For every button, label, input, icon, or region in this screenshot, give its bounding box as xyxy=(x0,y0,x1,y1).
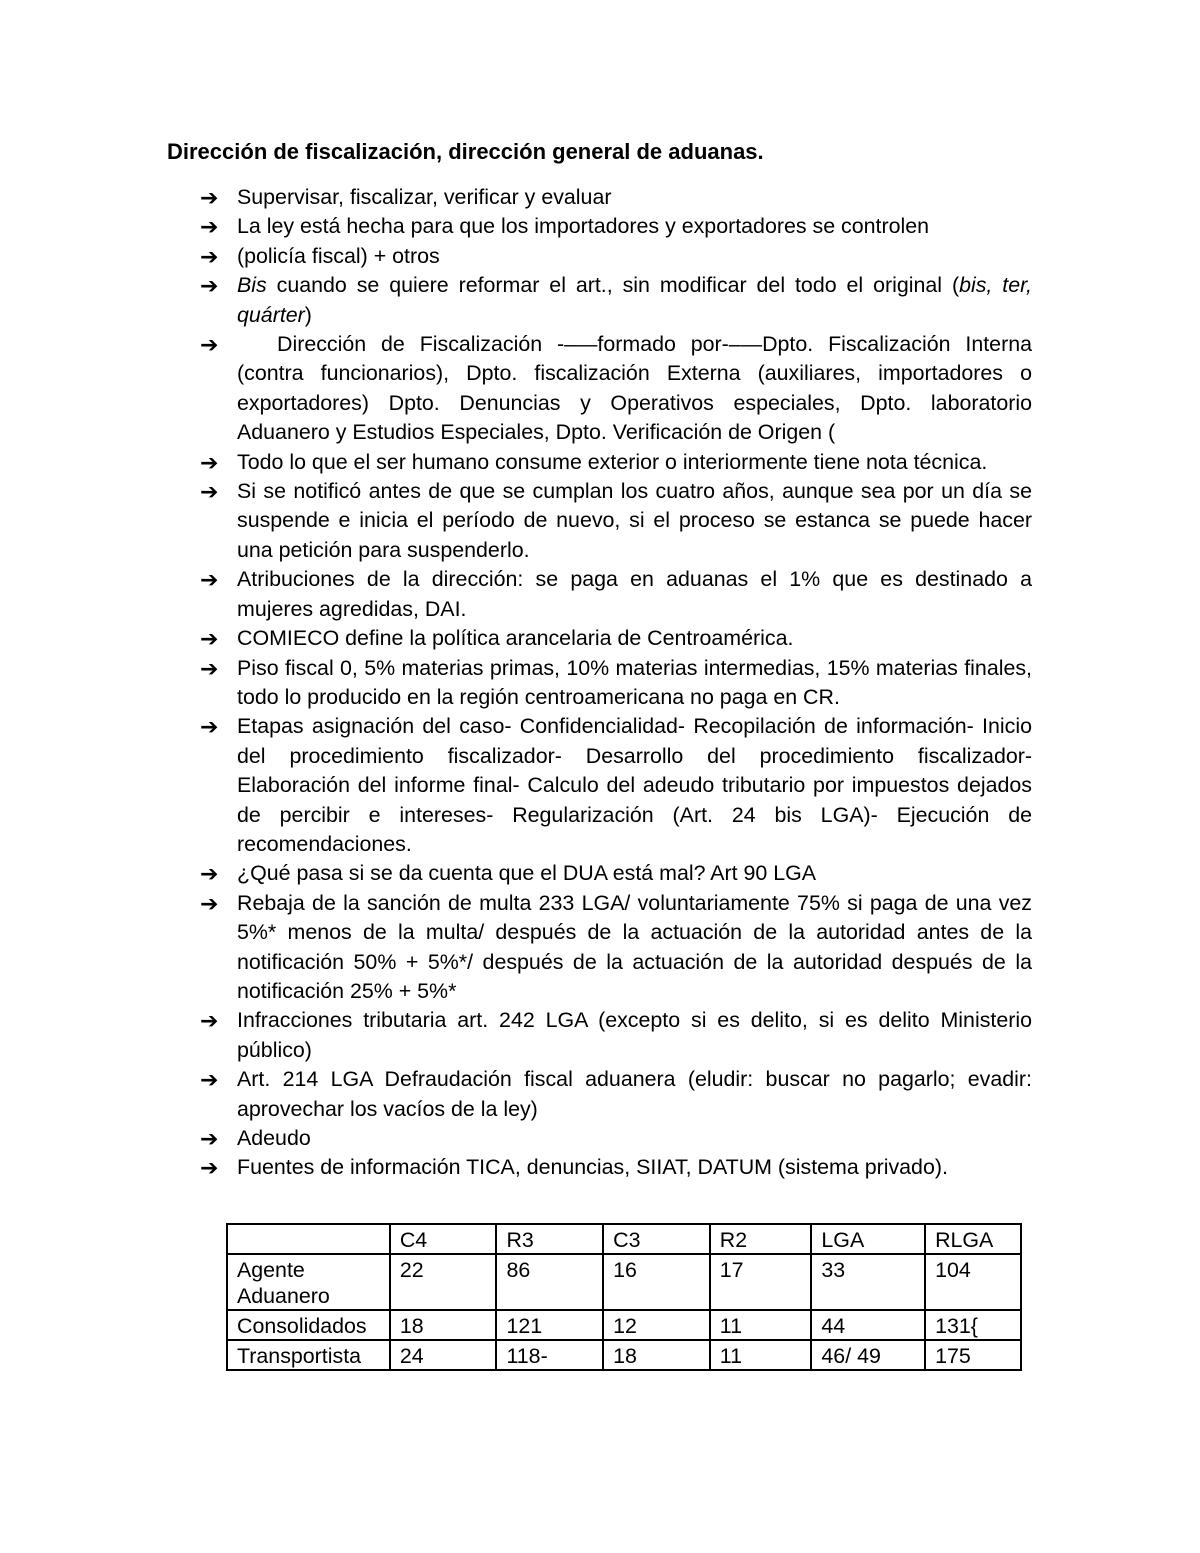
table-cell: 12 xyxy=(603,1310,710,1340)
list-item: ➔ Infracciones tributaria art. 242 LGA (excepto si es delito, si es delito Ministerio público) xyxy=(200,1008,1032,1062)
bullet-list xyxy=(200,183,1032,1183)
list-item: ➔ Adeudo xyxy=(200,1124,1032,1153)
arrow-icon: ➔ xyxy=(200,1067,219,1093)
table-cell: 18 xyxy=(603,1340,710,1370)
arrow-icon: ➔ xyxy=(200,332,219,358)
list-item: ➔ Art. 214 LGA Defraudación fiscal aduanera (eludir: buscar no pagarlo; evadir: aprovechar los vacíos de la ley) xyxy=(200,1067,1032,1121)
table-cell: 18 xyxy=(390,1310,497,1340)
table-cell: 33 xyxy=(811,1254,925,1310)
data-table xyxy=(226,1223,1022,1371)
document-title: Dirección de fiscalización, dirección general de aduanas. xyxy=(167,139,764,164)
table-cell: 16 xyxy=(603,1254,710,1310)
table-cell: 118- xyxy=(496,1340,603,1370)
table-row xyxy=(227,1340,1021,1370)
table-cell: 17 xyxy=(710,1254,812,1310)
list-item: ➔ Piso fiscal 0, 5% materias primas, 10% materias intermedias, 15% materias finales, todo lo producido en la región centroamericana no paga en CR. xyxy=(200,655,1032,709)
table-header-cell: R2 xyxy=(710,1224,812,1254)
list-item: ➔ Rebaja de la sanción de multa 233 LGA/ voluntariamente 75% si paga de una vez 5%* menos de la multa/ después de la actuación de la autoridad antes de la notificación 50% + 5%*/ después de la actuación de la autoridad después de la notificación 25% + 5%* xyxy=(200,890,1032,1003)
list-item: ➔ Atribuciones de la dirección: se paga en aduanas el 1% que es destinado a mujeres agredidas, DAI. xyxy=(200,567,1032,621)
arrow-icon: ➔ xyxy=(200,273,219,299)
table-cell: 46/ 49 xyxy=(811,1340,925,1370)
table-cell: 86 xyxy=(496,1254,603,1310)
arrow-icon: ➔ xyxy=(200,1008,219,1034)
table-cell: 11 xyxy=(710,1310,812,1340)
table-header-cell: C4 xyxy=(390,1224,497,1254)
table-cell: 131{ xyxy=(925,1310,1021,1340)
arrow-icon: ➔ xyxy=(200,185,219,210)
list-item: ➔ Supervisar, fiscalizar, verificar y evaluar xyxy=(200,183,1032,212)
table-cell: 44 xyxy=(811,1310,925,1340)
list-item: ➔ ¿Qué pasa si se da cuenta que el DUA está mal? Art 90 LGA xyxy=(200,859,1032,888)
arrow-icon: ➔ xyxy=(200,243,219,269)
list-item: ➔ (policía fiscal) + otros xyxy=(200,242,1032,271)
arrow-icon: ➔ xyxy=(200,626,219,652)
arrow-icon: ➔ xyxy=(200,655,219,681)
list-item: ➔ Bis cuando se quiere reformar el art., sin modificar del todo el original (bis, ter, quárter) xyxy=(200,273,1032,327)
list-item: ➔ Dirección de Fiscalización -–—formado por-–—Dpto. Fiscalización Interna (contra funcionarios), Dpto. fiscalización Externa (auxiliares, importadores o exportadores) Dpto. Denuncias y Operativos especiales, Dpto. laboratorio Aduanero y Estudios Especiales, Dpto. Verificación de Origen ( xyxy=(200,332,1032,445)
list-item: ➔ COMIECO define la política arancelaria de Centroamérica. xyxy=(200,624,1032,653)
list-item: ➔ Todo lo que el ser humano consume exterior o interiormente tiene nota técnica. xyxy=(200,448,1032,477)
arrow-icon: ➔ xyxy=(200,567,219,593)
arrow-icon: ➔ xyxy=(200,1155,219,1181)
arrow-icon: ➔ xyxy=(200,479,219,505)
table-header-row xyxy=(227,1224,1021,1254)
table-row xyxy=(227,1254,1021,1310)
arrow-icon: ➔ xyxy=(200,861,219,887)
arrow-icon: ➔ xyxy=(200,890,219,916)
list-item: ➔ Etapas asignación del caso- Confidencialidad- Recopilación de información- Inicio del procedimiento fiscalizador- Desarrollo del procedimiento fiscalizador- Elaboración del informe final- Calculo del adeudo tributario por impuestos dejados de percibir e intereses- Regularización (Art. 24 bis LGA)- Ejecución de recomendaciones. xyxy=(200,714,1032,856)
table-cell: 121 xyxy=(496,1310,603,1340)
table-header-cell: C3 xyxy=(603,1224,710,1254)
table-header-cell: RLGA xyxy=(925,1224,1021,1254)
list-item: ➔ Si se notificó antes de que se cumplan los cuatro años, aunque sea por un día se suspende e inicia el período de nuevo, si el proceso se estanca se puede hacer una petición para suspenderlo. xyxy=(200,479,1032,562)
table-cell: Transportista xyxy=(227,1340,390,1370)
table-cell: 24 xyxy=(390,1340,497,1370)
arrow-icon: ➔ xyxy=(200,1126,219,1151)
table-header-cell: LGA xyxy=(811,1224,925,1254)
table-row xyxy=(227,1310,1021,1340)
table-cell: 104 xyxy=(925,1254,1021,1310)
arrow-icon: ➔ xyxy=(200,449,219,475)
arrow-icon: ➔ xyxy=(200,214,219,240)
arrow-icon: ➔ xyxy=(200,714,219,740)
table-header-cell xyxy=(227,1224,390,1254)
table-header-cell: R3 xyxy=(496,1224,603,1254)
list-item: ➔ Fuentes de información TICA, denuncias, SIIAT, DATUM (sistema privado). xyxy=(200,1153,1032,1182)
table-cell: Agente Aduanero xyxy=(227,1254,390,1310)
table-cell: Consolidados xyxy=(227,1310,390,1340)
list-item: ➔ La ley está hecha para que los importadores y exportadores se controlen xyxy=(200,212,1032,241)
table-cell: 22 xyxy=(390,1254,497,1310)
table-cell: 175 xyxy=(925,1340,1021,1370)
table-cell: 11 xyxy=(710,1340,812,1370)
